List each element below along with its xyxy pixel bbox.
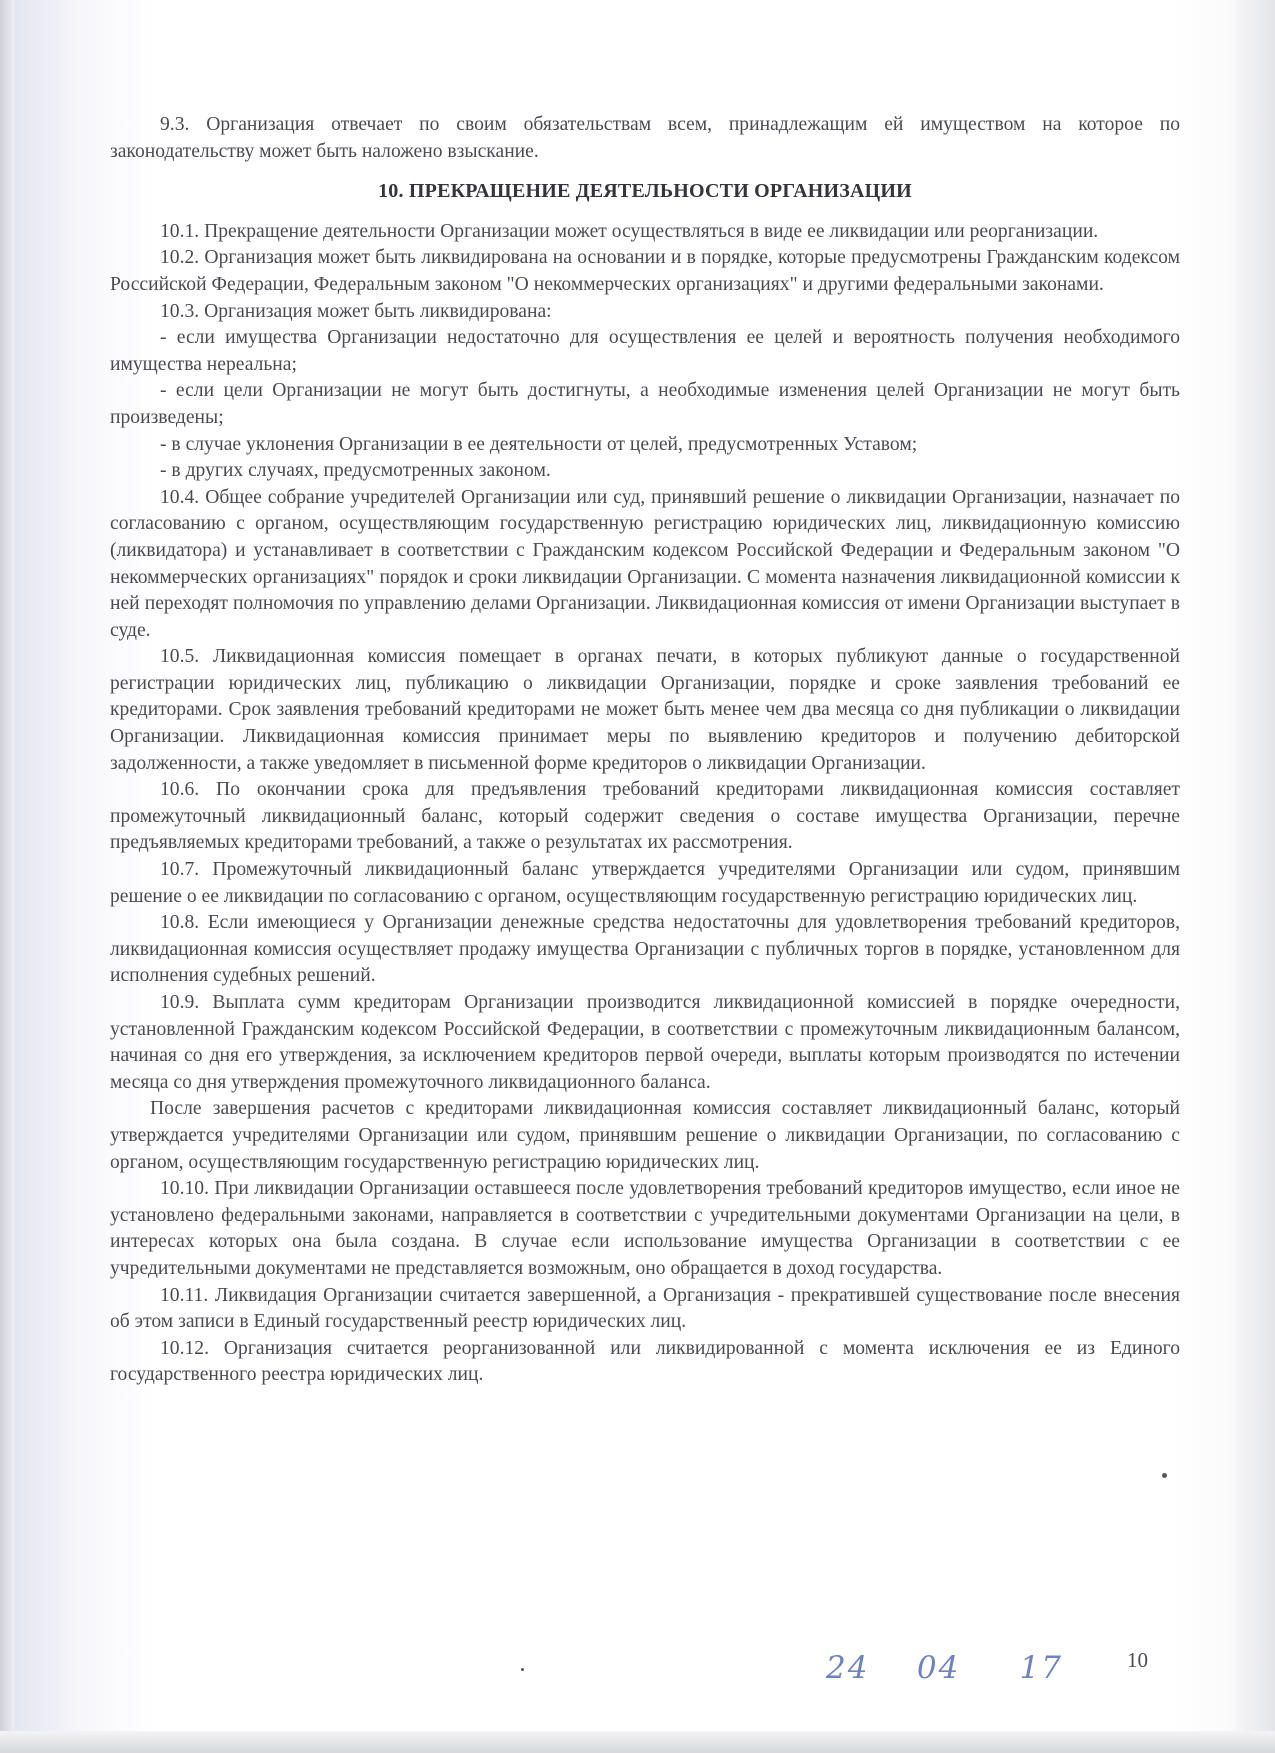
list-item: - в других случаях, предусмотренных законом.: [160, 460, 551, 482]
page-number: 10: [1127, 1648, 1148, 1672]
scan-edge-right: [1235, 0, 1275, 1753]
paragraph-10-1: 10.1. Прекращение деятельности Организации может осуществляться в виде ее ликвидации или реорганизации.: [160, 220, 1099, 242]
paragraph-10-11: 10.11. Ликвидация Организации считается завершенной, а Организация - прекратившей существование после внесения об этом записи в Единый государственный реестр юридических лиц.: [110, 1284, 1180, 1333]
paragraph-10-2: 10.2. Организация может быть ликвидирована на основании и в порядке, которые предусмотрены Гражданским кодексом Российской Федерации, Федеральным законом "О некоммерческих организациях" и другими федеральными законами.: [110, 247, 1180, 295]
paragraph-9-3: 9.3. Организация отвечает по своим обязательствам всем, принадлежащим ей имуществом на которое по законодательству может быть наложено взыскание.: [110, 114, 1180, 162]
scan-edge-left: [0, 0, 14, 1753]
document-page: [14, 0, 1235, 1731]
paragraph-10-4: 10.4. Общее собрание учредителей Организации или суд, принявший решение о ликвидации Организации, назначает по согласованию с органом, осуществляющим государственную регистрацию юридических лиц, ликвидационную комиссию (ликвидатора) и устанавливает в соответствии с Гражданским кодексом Российской Федерации и Федеральным законом "О некоммерческих организациях" порядок и сроки ликвидации Организации. С момента назначения ликвидационной комиссии к ней переходят полномочия по управлению делами Организации. Ликвидационная комиссия от имени Организации выступает в суде.: [110, 486, 1180, 641]
paragraph-10-5: 10.5. Ликвидационная комиссия помещает в органах печати, в которых публикуют данные о государственной регистрации юридических лиц, публикацию о ликвидации Организации, порядке и сроке заявления требований ее кредиторами. Срок заявления требований кредиторами не может быть менее чем два месяца со дня публикации о ликвидации Организации. Ликвидационная комиссия принимает меры по выявлению кредиторов и получению дебиторской задолженности, а также уведомляет в письменной форме кредиторов о ликвидации Организации.: [110, 646, 1180, 774]
list-item: - если цели Организации не могут быть достигнуты, а необходимые изменения целей Организации не могут быть произведены;: [110, 380, 1180, 428]
paragraph-10-7: 10.7. Промежуточный ликвидационный баланс утверждается учредителями Организации или судом, принявшим решение о ее ликвидации по согласованию с органом, осуществляющим государственную регистрацию юридических лиц.: [110, 859, 1180, 907]
paragraph-10-12: 10.12. Организация считается реорганизованной или ликвидированной с момента исключения ее из Единого государственного реестра юридических лиц.: [110, 1337, 1180, 1386]
paragraph-10-6: 10.6. По окончании срока для предъявления требований кредиторами ликвидационная комиссия составляет промежуточный ликвидационный баланс, который содержит сведения о составе имущества Организации, перечне предъявляемых кредиторами требований, а также о результатах их рассмотрения.: [110, 779, 1180, 854]
ink-speck: [1162, 1473, 1167, 1478]
list-item: - в случае уклонения Организации в ее деятельности от целей, предусмотренных Уставом;: [160, 433, 918, 455]
paragraph-liquidation-balance: После завершения расчетов с кредиторами ликвидационная комиссия составляет ликвидационный баланс, который утверждается учредителями Организации или судом, принявшим решение о ликвидации Организации, по согласованию с органом, осуществляющим государственную регистрацию юридических лиц.: [110, 1098, 1180, 1173]
ink-speck: [521, 1668, 524, 1671]
paragraph-10-9: 10.9. Выплата сумм кредиторам Организации производится ликвидационной комиссией в порядке очередности, установленной Гражданским кодексом Российской Федерации, в соответствии с промежуточным ликвидационным балансом, начиная со дня его утверждения, за исключением кредиторов первой очереди, выплаты которым производятся по истечении месяца со дня утверждения промежуточного ликвидационного баланса.: [110, 992, 1180, 1093]
paragraph-10-3: 10.3. Организация может быть ликвидирована:: [160, 300, 552, 322]
section-title: 10. ПРЕКРАЩЕНИЕ ДЕЯТЕЛЬНОСТИ ОРГАНИЗАЦИИ: [378, 180, 912, 203]
paragraph-10-8: 10.8. Если имеющиеся у Организации денежные средства недостаточны для удовлетворения требований кредиторов, ликвидационная комиссия осуществляет продажу имущества Организации с публичных торгов в порядке, установленном для исполнения судебных решений.: [110, 912, 1180, 987]
list-item: - если имущества Организации недостаточно для осуществления ее целей и вероятность получения необходимого имущества нереальна;: [110, 327, 1180, 375]
scan-edge-bottom: [0, 1731, 1275, 1753]
paragraph-10-10: 10.10. При ликвидации Организации оставшееся после удовлетворения требований кредиторов имущество, если иное не установлено федеральными законами, направляется в соответствии с учредительными документами Организации на цели, в интересах которых она была создана. В случае если использование имущества Организации в соответствии с ее учредительными документами не представляется возможным, оно обращается в доход государства.: [110, 1178, 1180, 1279]
handwritten-date: 24 04 17: [826, 1650, 1064, 1686]
page-content: [110, 112, 1180, 1389]
